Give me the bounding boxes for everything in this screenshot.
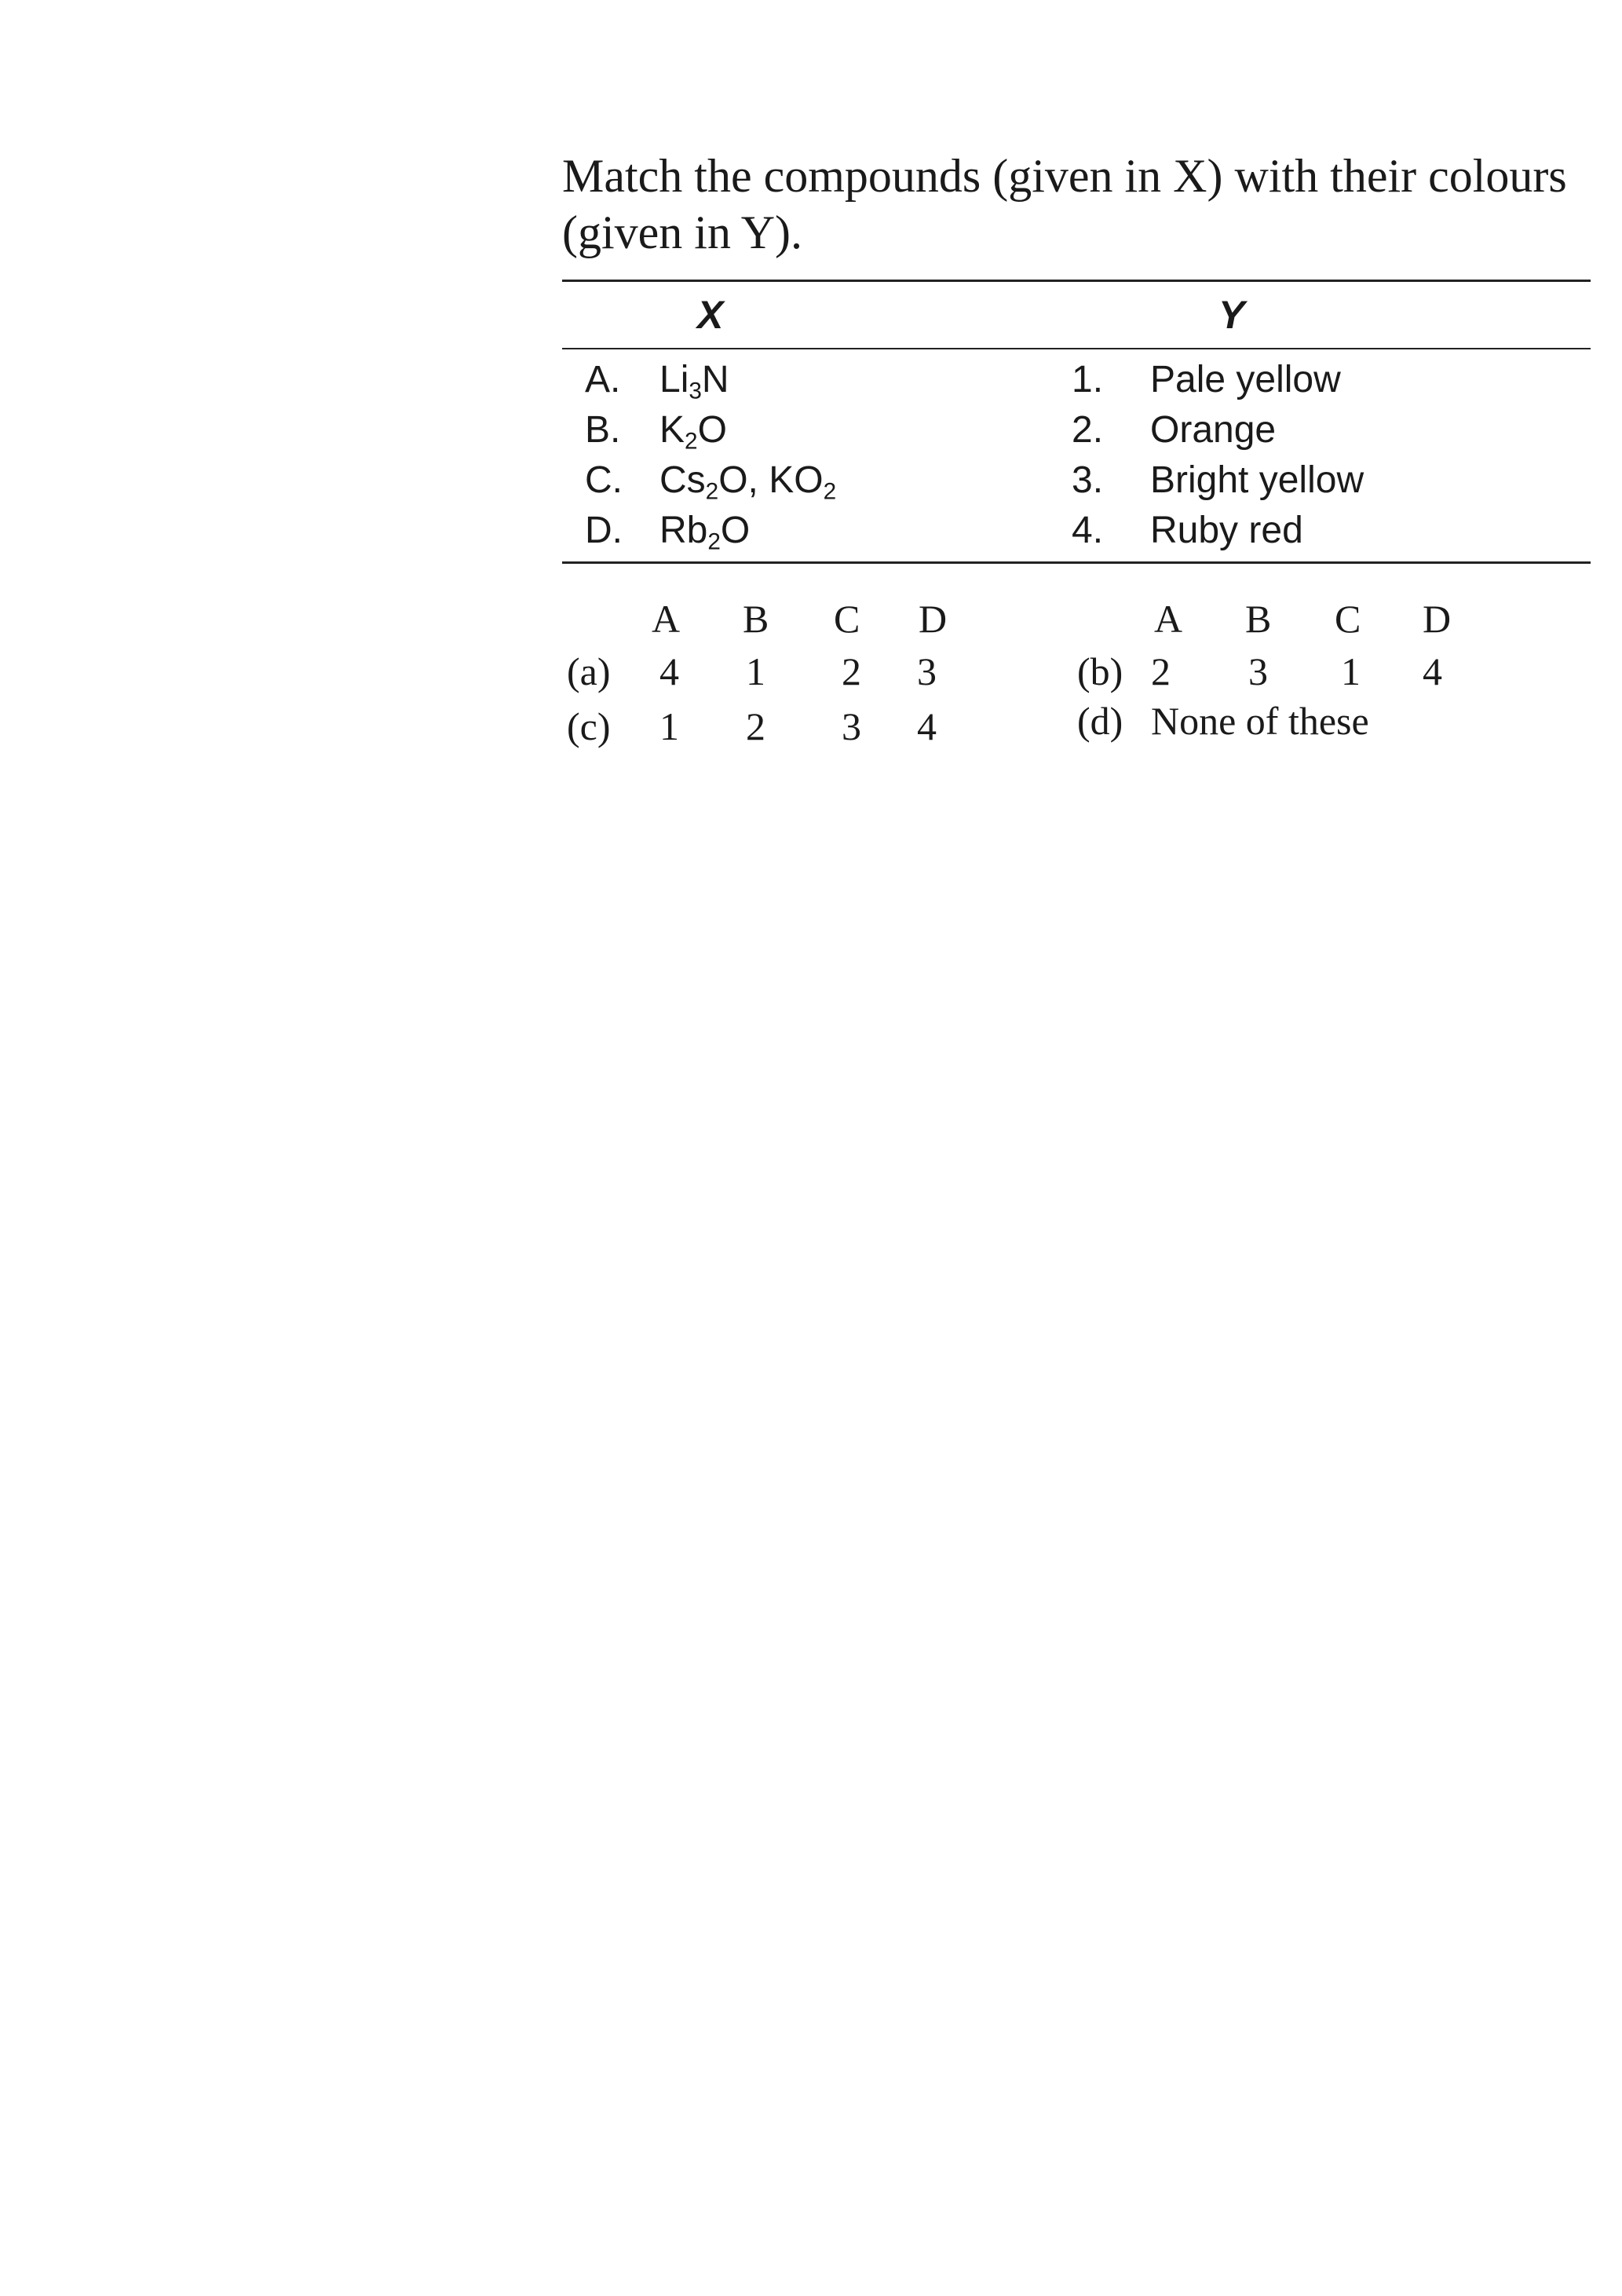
option-column-header: B: [1245, 597, 1272, 641]
compound-row: [585, 455, 836, 506]
compound-letter: B.: [585, 409, 621, 451]
option-column-header: A: [1154, 597, 1183, 641]
compound-formula: $Cs_2O$, $KO_2$: [659, 459, 837, 505]
option-label: (b): [1077, 649, 1123, 693]
colour-number: 2.: [1072, 409, 1104, 451]
option-column-header: B: [743, 597, 769, 641]
question-text: [562, 148, 1598, 261]
colour-row: [1072, 355, 1364, 405]
option-value: 4: [659, 649, 679, 693]
option-value: 3: [917, 649, 937, 693]
option-column-header: D: [1423, 597, 1452, 641]
colour-number: 3.: [1072, 459, 1104, 501]
table-header-rule: [562, 348, 1591, 349]
colour-name: Ruby red: [1150, 510, 1303, 551]
compound-formula: $Rb_2O$: [659, 510, 751, 555]
option-value: 1: [1341, 649, 1361, 693]
compound-letter: A.: [585, 359, 621, 400]
question-line-1: Match the compounds (given in X) with their colours: [562, 150, 1567, 202]
option-value: 4: [1423, 649, 1442, 693]
colour-row: [1072, 405, 1364, 455]
option-label: (a): [567, 649, 611, 693]
option-column-header: C: [1335, 597, 1361, 641]
colour-name: Pale yellow: [1150, 359, 1341, 400]
colour-number: 1.: [1072, 359, 1104, 400]
option-label: (d): [1077, 699, 1123, 743]
compound-list: [585, 355, 836, 556]
table-bottom-rule: [562, 561, 1591, 564]
compound-formula: $K_2O$: [659, 409, 727, 455]
column-header-y: Y: [1218, 293, 1245, 337]
option-value: 2: [1151, 649, 1171, 693]
column-header-x: X: [697, 293, 724, 337]
colour-list: [1072, 355, 1364, 556]
compound-row: [585, 405, 836, 455]
option-column-header: D: [919, 597, 948, 641]
compound-letter: C.: [585, 459, 623, 501]
colour-row: [1072, 455, 1364, 506]
option-column-header: A: [652, 597, 681, 641]
option-value: 3: [842, 704, 861, 748]
option-text: None of these: [1151, 699, 1369, 743]
colour-name: Orange: [1150, 409, 1277, 451]
compound-row: [585, 506, 836, 556]
compound-row: [585, 355, 836, 405]
option-column-header: C: [834, 597, 860, 641]
option-value: 1: [659, 704, 679, 748]
table-top-rule: [562, 280, 1591, 282]
colour-name: Bright yellow: [1150, 459, 1364, 501]
question-line-2: (given in Y).: [562, 207, 803, 258]
compound-letter: D.: [585, 510, 623, 551]
option-value: 2: [746, 704, 765, 748]
option-value: 4: [917, 704, 937, 748]
colour-number: 4.: [1072, 510, 1104, 551]
option-value: 3: [1248, 649, 1268, 693]
compound-formula: $Li_3N$: [659, 359, 729, 404]
option-label: (c): [567, 704, 611, 748]
colour-row: [1072, 506, 1364, 556]
option-value: 2: [842, 649, 861, 693]
option-value: 1: [746, 649, 765, 693]
